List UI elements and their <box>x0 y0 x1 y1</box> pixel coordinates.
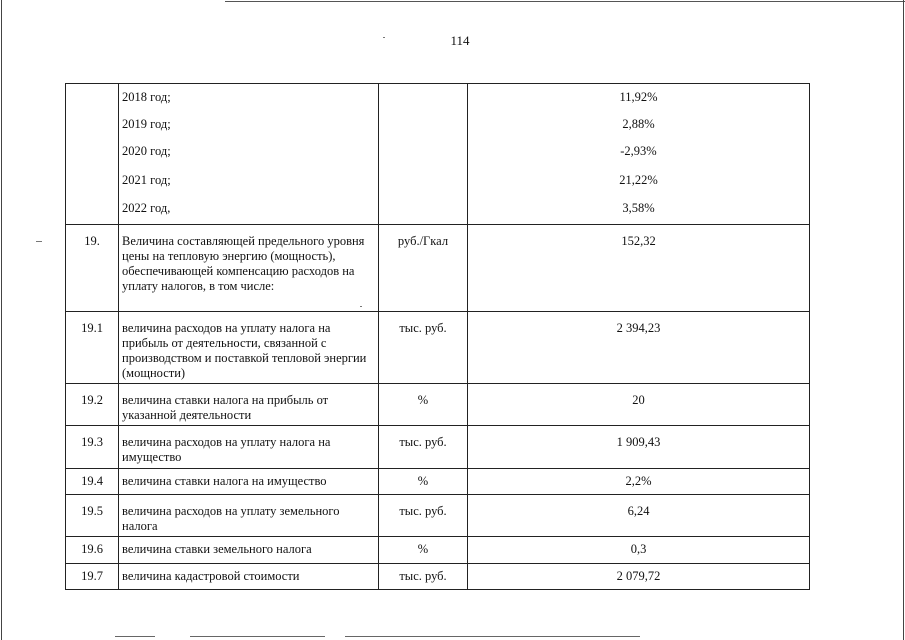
row-value: 2 079,72 <box>468 564 810 590</box>
row-unit: тыс. руб. <box>379 312 468 384</box>
years-label-cell <box>119 84 379 225</box>
unit-cell <box>379 84 468 225</box>
year-value: 21,22% <box>619 173 658 187</box>
row-unit: тыс. руб. <box>379 426 468 469</box>
row-name: величина ставки налога на имущество <box>119 469 379 495</box>
row-unit: тыс. руб. <box>379 495 468 537</box>
scan-edge-right <box>903 0 904 640</box>
row-value: 0,3 <box>468 537 810 564</box>
row-number: 19.1 <box>66 312 119 384</box>
row-unit: руб./Гкал <box>379 225 468 312</box>
year-label: 2021 год; <box>122 173 171 187</box>
scan-dash <box>115 636 155 637</box>
table-row <box>66 426 810 469</box>
row-number: 19.3 <box>66 426 119 469</box>
year-label: 2022 год, <box>122 201 171 215</box>
row-value: 2 394,23 <box>468 312 810 384</box>
row-value: 152,32 <box>468 225 810 312</box>
table-row <box>66 225 810 312</box>
years-value-cell <box>468 84 810 225</box>
row-unit: % <box>379 384 468 426</box>
table-row <box>66 384 810 426</box>
tariff-table <box>65 83 810 590</box>
row-number-cell <box>66 84 119 225</box>
row-value: 6,24 <box>468 495 810 537</box>
row-name: величина кадастровой стоимости <box>119 564 379 590</box>
table-row <box>66 537 810 564</box>
row-name: величина расходов на уплату налога на прибыль от деятельности, связанной с производством и поставкой тепловой энергии (мощности) <box>119 312 379 384</box>
row-value: 2,2% <box>468 469 810 495</box>
table-row <box>66 469 810 495</box>
row-unit: тыс. руб. <box>379 564 468 590</box>
row-name: величина расходов на уплату земельного налога <box>119 495 379 537</box>
row-number: 19.7 <box>66 564 119 590</box>
row-unit: % <box>379 537 468 564</box>
scan-speck <box>383 37 385 38</box>
table-row <box>66 564 810 590</box>
scan-dash <box>190 636 325 637</box>
year-value: -2,93% <box>620 144 657 158</box>
row-number: 19.5 <box>66 495 119 537</box>
row-number: 19.4 <box>66 469 119 495</box>
year-value: 2,88% <box>622 117 655 131</box>
scan-dash <box>345 636 640 637</box>
row-number: 19.6 <box>66 537 119 564</box>
row-number: 19. <box>66 225 119 312</box>
table-row <box>66 495 810 537</box>
year-label: 2020 год; <box>122 144 171 158</box>
scan-speck <box>36 241 42 242</box>
year-value: 11,92% <box>619 90 658 104</box>
scan-edge-left <box>1 0 2 640</box>
table-row <box>66 312 810 384</box>
row-number: 19.2 <box>66 384 119 426</box>
row-value: 1 909,43 <box>468 426 810 469</box>
row-name: величина ставки налога на прибыль от указанной деятельности <box>119 384 379 426</box>
row-name: Величина составляющей предельного уровня цены на тепловую энергию (мощность), обеспечивающей компенсацию расходов на уплату налогов, в том числе: <box>119 225 379 312</box>
year-value: 3,58% <box>622 201 655 215</box>
row-unit: % <box>379 469 468 495</box>
row-name: величина расходов на уплату налога на имущество <box>119 426 379 469</box>
year-label: 2018 год; <box>122 90 171 104</box>
row-name: величина ставки земельного налога <box>119 537 379 564</box>
row-value: 20 <box>468 384 810 426</box>
page-number: 114 <box>450 33 470 48</box>
scan-edge-top <box>225 1 905 2</box>
year-label: 2019 год; <box>122 117 171 131</box>
table-row-years <box>66 84 810 225</box>
